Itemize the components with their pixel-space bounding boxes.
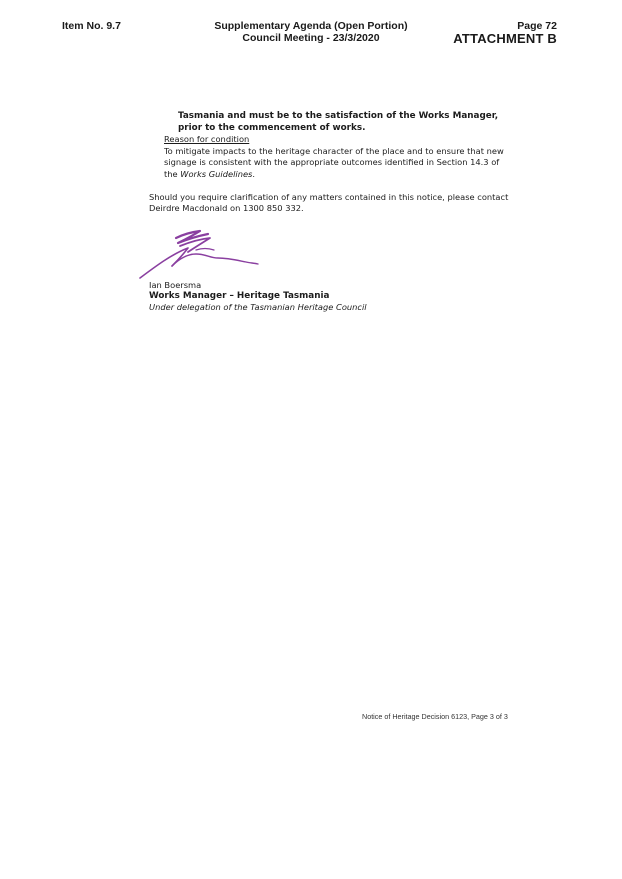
handwritten-signature [136, 226, 266, 280]
clarification-line-1: Should you require clarification of any matters contained in this notice, please contact [149, 192, 509, 202]
attachment-label: ATTACHMENT B [453, 31, 557, 46]
clarification-line-2: Deirdre Macdonald on 1300 850 332. [149, 203, 304, 214]
works-guidelines-reference: Works Guidelines [180, 168, 253, 179]
page-footer: Notice of Heritage Decision 6123, Page 3 of 3 [362, 712, 508, 721]
reason-line-1: To mitigate impacts to the heritage character of the place and to ensure that new [164, 146, 504, 156]
reason-text [164, 146, 524, 180]
reason-line-3-suffix: . [252, 168, 256, 179]
page-header [420, 20, 557, 46]
page-number: Page 72 [517, 20, 557, 32]
condition-text [178, 110, 518, 134]
meeting-date: Council Meeting - 23/3/2020 [242, 32, 380, 44]
item-number: Item No. 9.7 [62, 20, 121, 32]
clarification-paragraph [149, 192, 519, 215]
condition-line-1: Tasmania and must be to the satisfaction of the Works Manager, [178, 111, 499, 121]
agenda-header [200, 20, 422, 44]
signatory-title: Works Manager – Heritage Tasmania [149, 291, 330, 301]
agenda-title: Supplementary Agenda (Open Portion) [214, 20, 408, 32]
reason-line-3-prefix: the [164, 168, 181, 179]
reason-line-2: signage is consistent with the appropriate outcomes identified in Section 14.3 of [164, 157, 500, 168]
signatory-delegation: Under delegation of the Tasmanian Heritage Council [149, 302, 367, 312]
signatory-name: Ian Boersma [149, 280, 202, 290]
condition-line-2: prior to the commencement of works. [178, 123, 366, 133]
reason-line-3 [164, 169, 524, 180]
reason-heading: Reason for condition [164, 134, 250, 144]
